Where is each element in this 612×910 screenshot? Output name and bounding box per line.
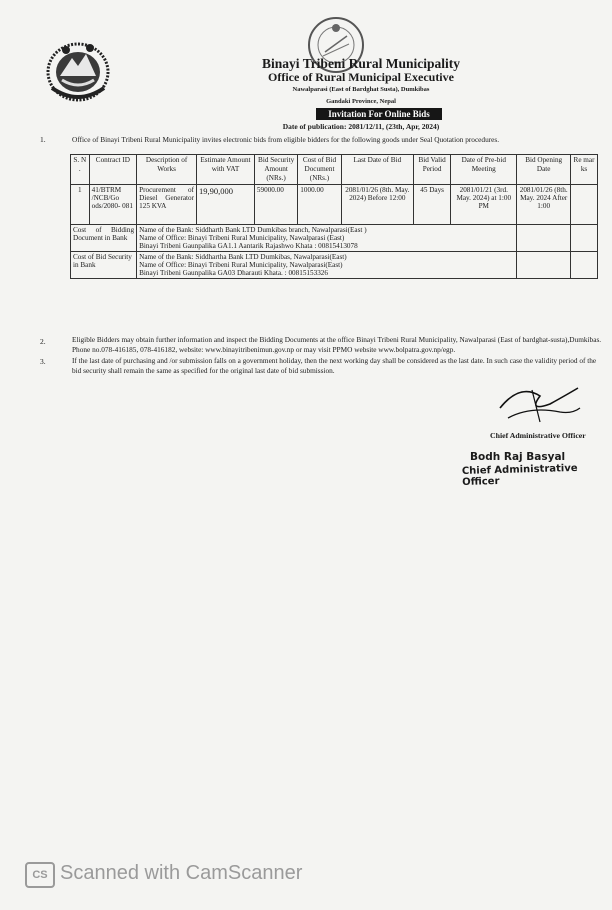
bids-table xyxy=(70,154,598,279)
paragraph-number: 2. xyxy=(40,337,46,346)
cell-description: Procurement of Diesel Generator 125 KVA xyxy=(137,185,197,225)
camscanner-logo-icon: CS xyxy=(25,862,55,888)
col-header: Bid Opening Date xyxy=(517,155,571,185)
cell-last-date: 2081/01/26 (8th. May. 2024) Before 12:00 xyxy=(341,185,413,225)
empty-cell xyxy=(517,225,571,252)
col-header: Last Date of Bid xyxy=(341,155,413,185)
bank-line: Name of the Bank: Siddharth Bank LTD Dumkibas branch, Nawalparasi(East ) xyxy=(139,226,367,234)
publication-date: Date of publication: 2081/12/11, (23th, Apr, 2024) xyxy=(282,122,440,131)
col-header: Date of Pre-bid Meeting xyxy=(451,155,517,185)
paragraph-number: 1. xyxy=(40,135,46,144)
bank-row-label: Cost of Bid Security in Bank xyxy=(71,252,137,279)
signatory-designation: Chief Administrative Officer xyxy=(490,431,586,440)
table-row xyxy=(71,185,598,225)
bank-line: Name of Office: Binayi Tribeni Rural Municipality, Nawalparasi (East) xyxy=(139,234,345,242)
municipality-name: Binayi Tribeni Rural Municipality xyxy=(262,56,460,71)
bank-row-label: Cost of Bidding Document in Bank xyxy=(71,225,137,252)
bank-line: Name of the Bank: Siddhartha Bank LTD Dumkibas, Nawalparasi(East) xyxy=(139,253,347,261)
cell-bid-security: 59000.00 xyxy=(254,185,297,225)
bank-row-details xyxy=(137,252,517,279)
cell-valid-period: 45 Days xyxy=(414,185,451,225)
cell-sn: 1 xyxy=(71,185,90,225)
cell-doc-cost: 1000.00 xyxy=(298,185,341,225)
col-header: Re mar ks xyxy=(571,155,598,185)
empty-cell xyxy=(571,252,598,279)
bank-row-details xyxy=(137,225,517,252)
table-row xyxy=(71,252,598,279)
table-header-row xyxy=(71,155,598,185)
notice-title-banner: Invitation For Online Bids xyxy=(316,108,442,120)
officer-name-stamp: Bodh Raj Basyal xyxy=(470,451,566,463)
col-header: Estimate Amount with VAT xyxy=(197,155,255,185)
table-row xyxy=(71,225,598,252)
paragraph-text: Office of Binayi Tribeni Rural Municipality invites electronic bids from eligible bidders for the following goods under Seal Quotation procedures. xyxy=(72,135,500,144)
paragraph-number: 3. xyxy=(40,357,46,366)
empty-cell xyxy=(571,225,598,252)
handwritten-signature xyxy=(490,378,585,428)
paragraph-text: If the last date of purchasing and /or submission falls on a government holiday, then the next working day shall be considered as the last date. In such case the validity period of the bid security shall remain the same as specified for the original last date of bid submission. xyxy=(72,356,597,375)
camscanner-watermark: Scanned with CamScanner xyxy=(60,862,303,884)
bank-line: Binayi Tribeni Gaunpalika GA1.1 Aantarik Rajashwo Khata : 00815413078 xyxy=(139,242,358,250)
bank-line: Name of Office: Binayi Tribeni Rural Municipality, Nawalparasi(East) xyxy=(139,261,343,269)
col-header: Contract ID xyxy=(89,155,137,185)
cell-remarks xyxy=(571,185,598,225)
cell-contract-id: 41/BTRM /NCB/Go ods/2080- 081 xyxy=(89,185,137,225)
cell-prebid: 2081/01/21 (3rd. May. 2024) at 1:00 PM xyxy=(451,185,517,225)
col-header: Bid Valid Period xyxy=(414,155,451,185)
empty-cell xyxy=(517,252,571,279)
col-header: S. N . xyxy=(71,155,90,185)
col-header: Bid Security Amount (NRs.) xyxy=(254,155,297,185)
col-header: Description of Works xyxy=(137,155,197,185)
paragraph-text: Eligible Bidders may obtain further information and inspect the Bidding Documents at the office Binayi Tribeni Rural Municipality, Nawalparasi (East of bardghat-susta),Dumkibas. Phone no.078-416185, 078-416182, website: www.binayitribenimun.gov.np or may visit PPMO website www.bolpatra.gov.np/egp. xyxy=(72,335,602,354)
col-header: Cost of Bid Document (NRs.) xyxy=(298,155,341,185)
office-address: Nawalparasi (East of Bardghat Susta), Dumkibas xyxy=(292,86,430,93)
province: Gandaki Province, Nepal xyxy=(326,98,396,105)
bank-line: Binayi Tribeni Gaunpalika GA03 Dharauti Khata. : 00815153326 xyxy=(139,269,328,277)
office-name: Office of Rural Municipal Executive xyxy=(268,70,454,84)
officer-title-stamp: Chief Administrative Officer xyxy=(461,462,578,488)
cell-estimate: 19,90,000 xyxy=(197,185,255,225)
cell-opening: 2081/01/26 (8th. May. 2024 After 1:00 xyxy=(517,185,571,225)
